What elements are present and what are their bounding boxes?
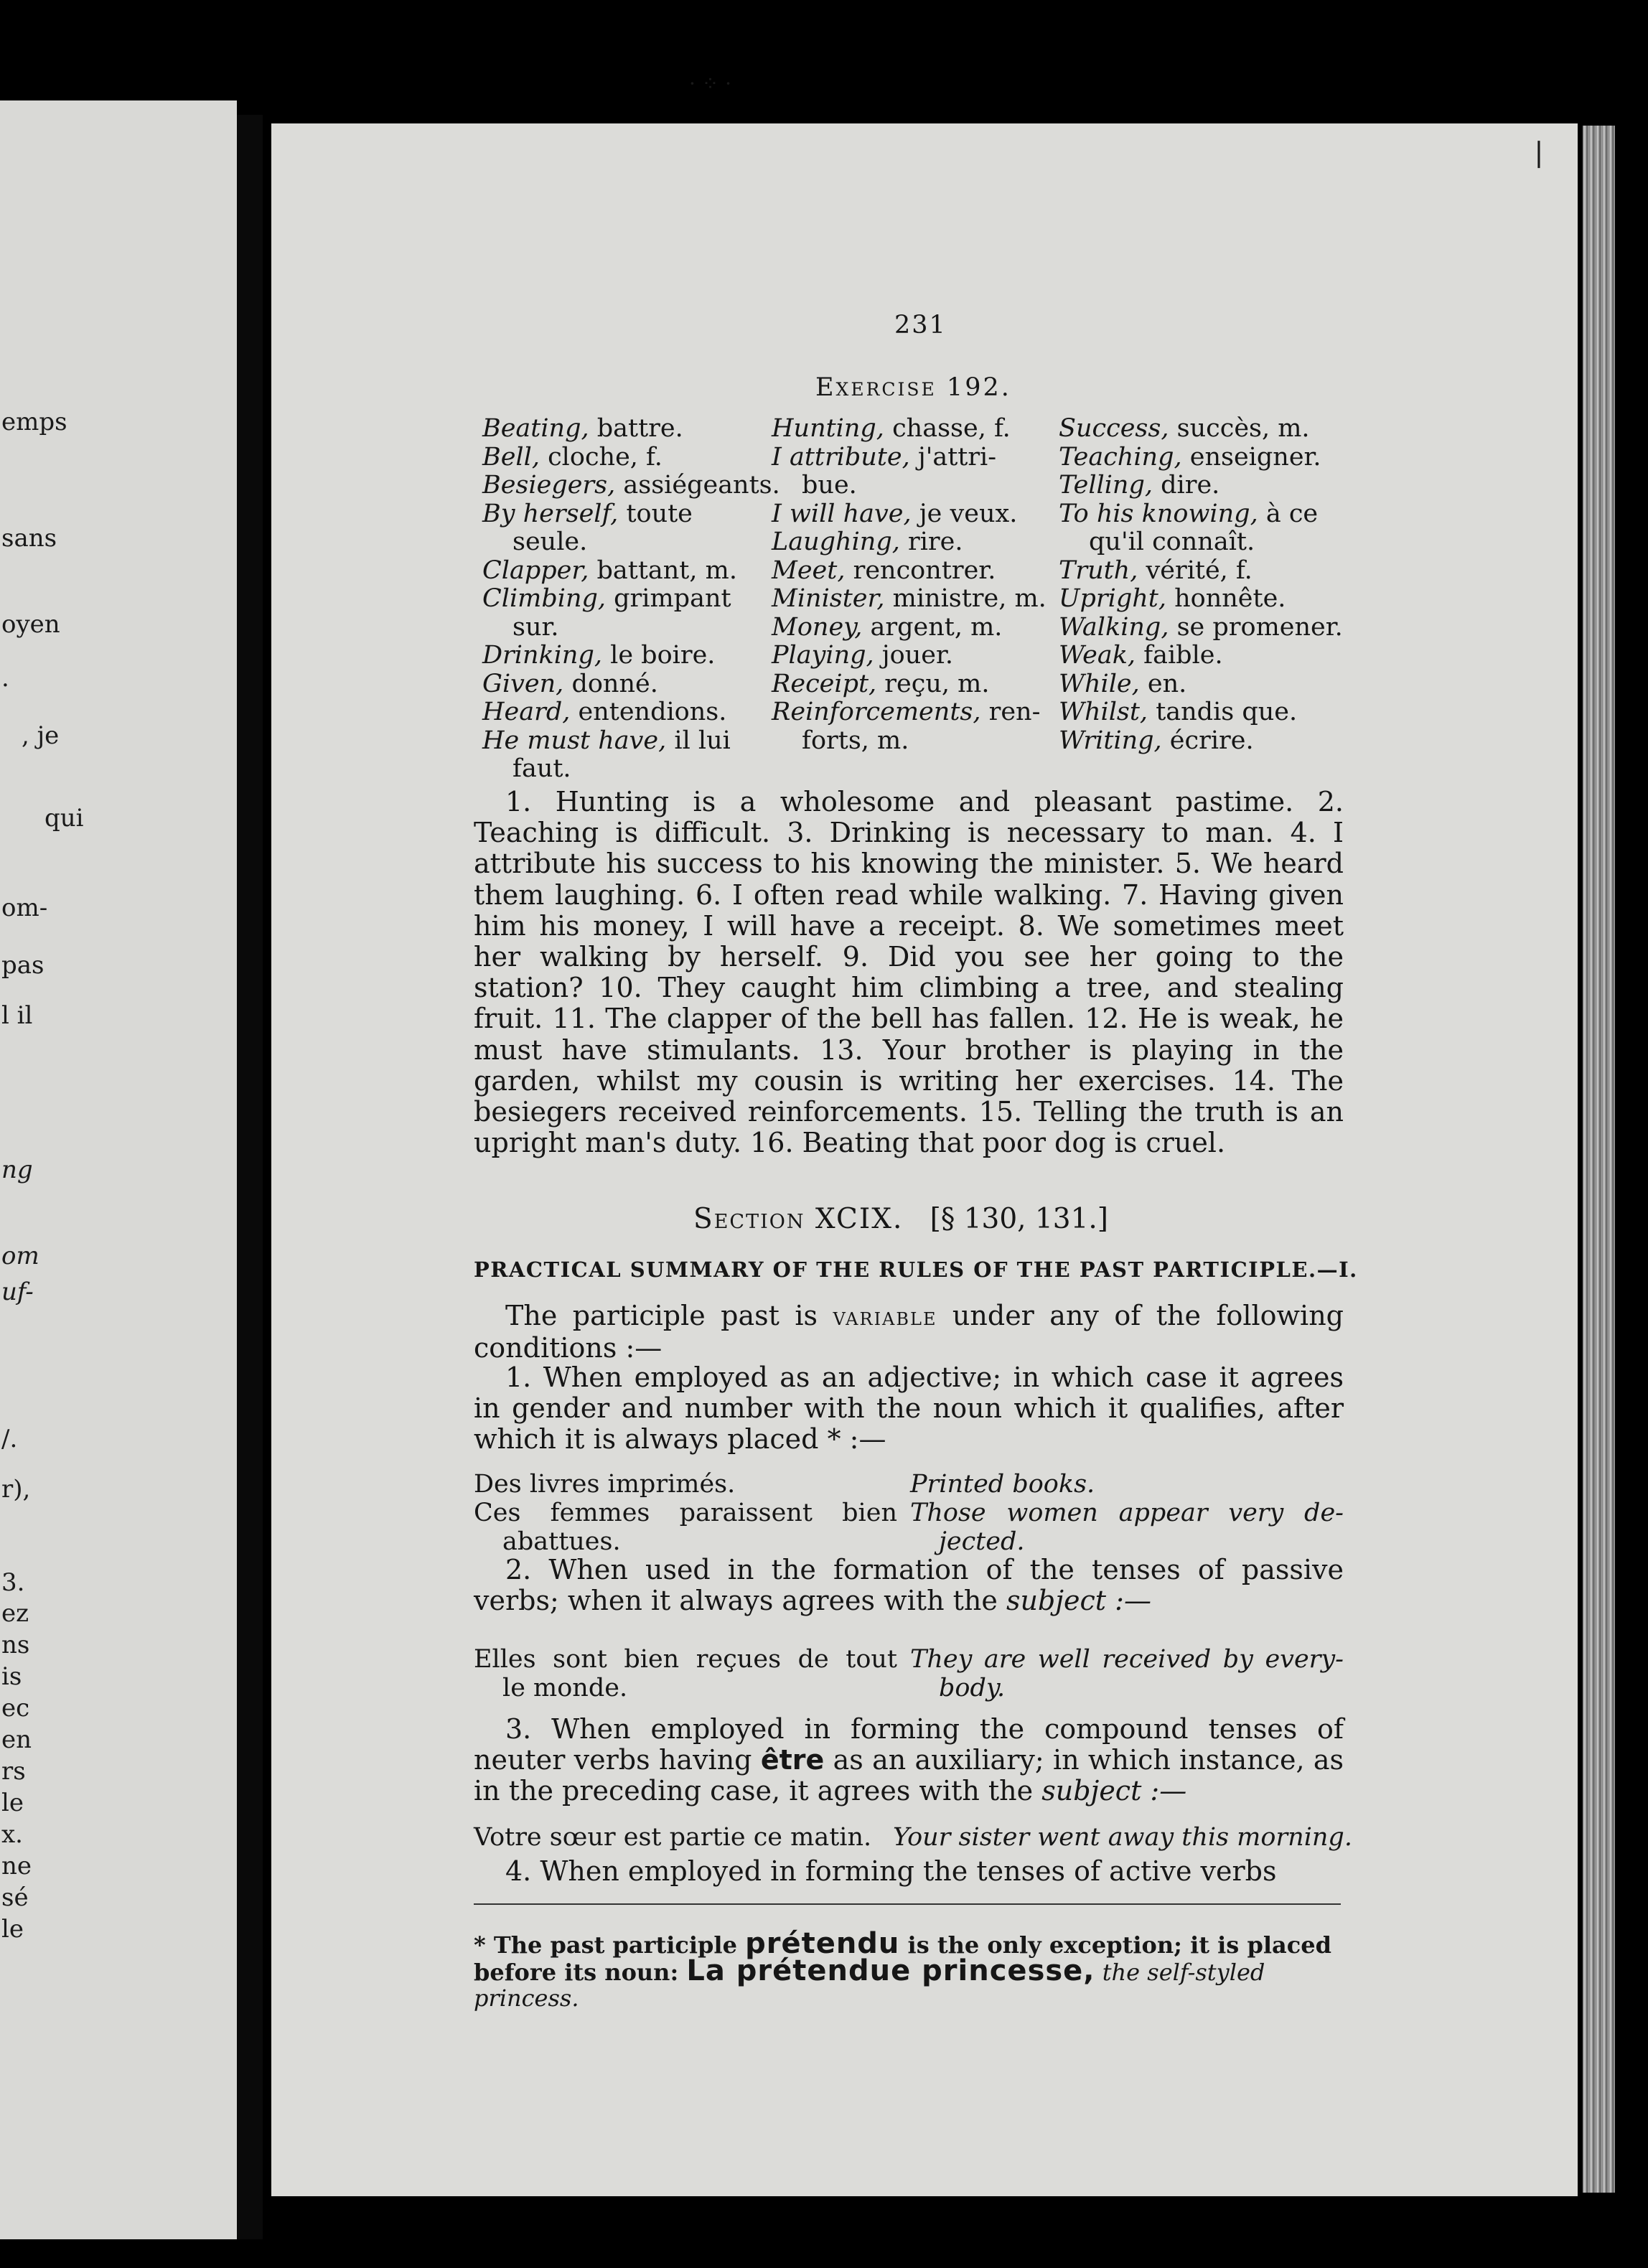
variable-word: variable [833, 1303, 937, 1331]
vocab-term: Clapper, [482, 556, 589, 585]
vocab-definition: ren- [980, 698, 1041, 726]
vocab-continuation: forts, m. [802, 726, 909, 755]
example-2-english-line1: They are well received by every- [910, 1645, 1344, 1674]
vocab-term: Hunting, [772, 414, 884, 443]
example-2-english-line2: body. [939, 1674, 1006, 1702]
vocab-entry [772, 557, 1059, 586]
section-ref: [§ 130, 131.] [930, 1203, 1109, 1235]
rule-3 [474, 1714, 1344, 1807]
left-page-text-fragment: r), [1, 1475, 31, 1504]
left-page-text-fragment: 3. [1, 1568, 25, 1597]
left-page-text-fragment: ec [1, 1694, 30, 1723]
footnote-phrase: La prétendue princesse, [686, 1954, 1095, 1987]
vocab-term: Climbing, [482, 584, 607, 613]
vocab-term: To his knowing, [1059, 499, 1258, 528]
vocab-term: He must have, [482, 726, 667, 755]
left-page-text-fragment: ns [1, 1631, 30, 1659]
vocab-term: Meet, [772, 556, 846, 585]
footnote-word: prétendu [745, 1927, 900, 1960]
left-page-text-fragment: ne [1, 1852, 32, 1880]
vocab-definition: jouer. [874, 641, 953, 670]
vocab-definition: battant, m. [589, 556, 737, 585]
left-page-text-fragment: is [1, 1662, 22, 1691]
vocab-term: Receipt, [772, 669, 877, 698]
vocab-column-3 [1059, 415, 1346, 755]
vocab-entry [1059, 557, 1346, 586]
vocab-entry [1059, 727, 1346, 756]
vocab-entry [1059, 698, 1346, 727]
example-2-french-line2: le monde. [502, 1674, 628, 1702]
vocab-term: By herself, [482, 499, 619, 528]
vocab-term: Besiegers, [482, 471, 616, 500]
vocab-entry [772, 642, 1059, 670]
example-3 [474, 1823, 1352, 1855]
vocab-definition: ministre, m. [884, 584, 1047, 613]
rule-2 [474, 1555, 1344, 1616]
vocab-entry [482, 727, 761, 756]
example-1-french-line2: Ces femmes paraissent bien [474, 1499, 897, 1527]
left-page-text-fragment: , je [22, 721, 60, 750]
vocab-term: Minister, [772, 584, 885, 613]
left-page-text-fragment: om [1, 1242, 39, 1270]
section-title [693, 1203, 1108, 1235]
intro-paragraph [474, 1301, 1344, 1364]
left-page-text-fragment: le [1, 1915, 24, 1944]
vocab-term: Writing, [1059, 726, 1162, 755]
vocab-entry [482, 415, 761, 444]
vocab-continuation: seule. [512, 528, 588, 556]
left-page-text-fragment: x. [1, 1820, 23, 1849]
vocab-entry [482, 444, 761, 472]
page-number: 231 [894, 311, 947, 339]
vocab-entry [482, 670, 761, 699]
summary-heading: PRACTICAL SUMMARY OF THE RULES OF THE PAST PARTICIPLE.—I. [474, 1257, 1358, 1282]
section-label: Section XCIX. [693, 1203, 904, 1235]
vocab-entry [1059, 670, 1346, 699]
footnote [474, 1927, 1344, 2012]
vocab-term: Given, [482, 669, 564, 698]
vocab-term: Bell, [482, 442, 540, 472]
left-page-text-fragment: . [1, 664, 9, 693]
vocab-definition: enseigner. [1181, 442, 1321, 472]
intro-text-a: The participle past is [505, 1300, 833, 1331]
vocab-definition: rire. [899, 528, 963, 556]
rule-1: 1. When employed as an adjective; in which case it agrees in gender and number with the noun which it qualifies, after which it is always placed * :— [474, 1362, 1344, 1455]
left-page-text-fragment: pas [1, 951, 45, 980]
rule-3-subject: subject :— [1041, 1775, 1187, 1807]
vocab-entry [1059, 614, 1346, 642]
vocab-definition: tandis que. [1148, 698, 1298, 726]
example-1-french-line3: abattues. [502, 1527, 621, 1556]
vocab-continuation: faut. [512, 754, 571, 783]
left-page-text-fragment: uf- [1, 1278, 34, 1306]
vocab-definition: donné. [563, 669, 658, 698]
vocab-entry [482, 698, 761, 727]
vocab-term: Money, [772, 612, 863, 642]
left-page-edge [0, 100, 237, 2239]
intro-text-b: under any of the following conditions :— [474, 1300, 1344, 1364]
vocab-definition: assiégeants. [615, 471, 780, 500]
vocab-entry [772, 698, 1059, 727]
footnote-text-a: * The past participle [474, 1931, 746, 1959]
vocab-definition: le boire. [602, 641, 716, 670]
vocab-definition: en. [1139, 669, 1187, 698]
vocab-column-1 [482, 414, 780, 784]
footnote-text-b: is the only exception; it is placed before its noun: [474, 1931, 1331, 1986]
vocab-definition: battre. [589, 414, 683, 443]
left-page-text-fragment: ez [1, 1599, 29, 1628]
vocab-definition: rencontrer. [845, 556, 996, 585]
vocab-entry [772, 415, 1059, 444]
vocab-term: Upright, [1059, 584, 1166, 613]
vocab-entry [1059, 642, 1346, 670]
vocab-entry [1059, 472, 1346, 500]
left-page-text-fragment: ng [1, 1156, 33, 1184]
exercise-title: Exercise 192. [815, 373, 1011, 402]
page-edges [1583, 126, 1615, 2193]
vocab-definition: écrire. [1161, 726, 1254, 755]
vocab-definition: cloche, f. [539, 442, 663, 472]
left-page-text-fragment: sé [1, 1883, 29, 1912]
vocab-definition: grimpant [606, 584, 731, 613]
example-1-french-line1: Des livres imprimés. [474, 1470, 736, 1499]
vocab-definition: j'attri- [909, 442, 997, 472]
left-page-text-fragment: oyen [1, 610, 60, 639]
vocab-entry [1059, 415, 1346, 444]
rule-4: 4. When employed in forming the tenses of active verbs [505, 1855, 1277, 1887]
vocab-definition: il lui [666, 726, 731, 755]
left-page-text-fragment: l il [1, 1001, 33, 1030]
vocab-definition: toute [618, 499, 693, 528]
vocab-entry [772, 500, 1059, 529]
example-2-french-line1: Elles sont bien reçues de tout [474, 1645, 897, 1674]
vocab-term: Weak, [1059, 641, 1136, 670]
vocab-entry [482, 471, 780, 500]
vocab-definition: honnête. [1166, 584, 1286, 613]
vocab-definition: succès, m. [1169, 414, 1310, 443]
example-1-french [474, 1470, 897, 1556]
left-page-text-fragment: om- [1, 894, 48, 922]
vocab-term: Playing, [772, 641, 874, 670]
vocab-entry [482, 585, 761, 614]
vocab-entry [772, 614, 1059, 642]
rule-2-text: 2. When used in the formation of the tenses of passive verbs; when it always agrees with the [474, 1554, 1344, 1616]
example-2-english [910, 1645, 1344, 1702]
vocab-continuation: qu'il connaît. [1089, 528, 1255, 556]
example-2 [474, 1645, 1344, 1705]
vocab-term: Whilst, [1059, 698, 1148, 726]
vocab-term: Reinforcements, [772, 698, 981, 726]
vocab-term: Telling, [1059, 471, 1153, 500]
vocab-term: I will have, [772, 499, 912, 528]
footnote-translation: the self-styled princess. [474, 1959, 1265, 2012]
vocab-entry [1059, 585, 1346, 614]
vocab-entry [482, 500, 761, 529]
example-3-line [474, 1823, 1352, 1852]
exercise-sentences: 1. Hunting is a wholesome and pleasant pastime. 2. Teaching is difficult. 3. Drinking is necessary to man. 4. I attribute his success to his knowing the minister. 5. We heard them laughing. 6. I often read while walking. 7. Having given him his money, I will have a receipt. 8. We sometimes meet her walking by herself. 9. Did you see her going to the station? 10. They caught him climbing a tree, and stealing fruit. 11. The clapper of the bell has fallen. 12. He is weak, he must have stimulants. 13. Your brother is playing in the garden, whilst my cousin is writing her exercises. 14. The besiegers received reinforcements. 15. Telling the truth is an upright man's duty. 16. Beating that poor dog is cruel. [474, 786, 1344, 1159]
scan-mark: ❘ [1527, 136, 1550, 168]
example-3-french: Votre sœur est partie ce matin. [474, 1823, 872, 1852]
vocab-continuation: sur. [512, 612, 559, 642]
left-page-text-fragment: /. [1, 1425, 18, 1453]
example-1-english [910, 1470, 1344, 1556]
example-2-french [474, 1645, 897, 1702]
vocab-definition: faible. [1136, 641, 1223, 670]
vocab-continuation: bue. [802, 471, 857, 500]
vocab-entry [772, 585, 1059, 614]
left-page-text-fragment: qui [45, 804, 84, 833]
vocab-definition: entendions. [570, 698, 727, 726]
left-page-text-fragment: emps [1, 408, 67, 436]
vocab-term: Teaching, [1059, 442, 1182, 472]
vocab-definition: je veux. [911, 499, 1018, 528]
rule-3-text-a: 3. When employed in forming the compound tenses of neuter verbs having [474, 1713, 1344, 1776]
vocab-definition: argent, m. [862, 612, 1003, 642]
vocab-term: Laughing, [772, 528, 900, 556]
example-1-english-line3: jected. [939, 1527, 1025, 1556]
vocab-term: Beating, [482, 414, 589, 443]
vocab-entry [482, 642, 761, 670]
vocab-term: Drinking, [482, 641, 603, 670]
vocab-definition: se promener. [1169, 612, 1343, 642]
rule-3-text-b: as an auxiliary; in which instance, as in the preceding case, it agrees with the [474, 1744, 1344, 1807]
vocab-entry [772, 444, 1059, 472]
vocab-entry [772, 528, 1059, 557]
vocab-definition: dire. [1153, 471, 1220, 500]
example-1-english-line2: Those women appear very de- [910, 1499, 1344, 1527]
vocab-term: I attribute, [772, 442, 910, 472]
vocab-entry [772, 670, 1059, 699]
vocab-entry [482, 557, 761, 586]
vocab-definition: chasse, f. [884, 414, 1011, 443]
vocab-column-2 [772, 415, 1059, 755]
vocab-definition: vérité, f. [1138, 556, 1253, 585]
vocab-term: Heard, [482, 698, 571, 726]
rule-3-etre: être [760, 1744, 825, 1776]
scan-specks: · ⁘ · [689, 72, 732, 95]
rule-2-subject: subject :— [1006, 1585, 1151, 1616]
left-page-text-fragment: le [1, 1789, 24, 1817]
example-3-english: Your sister went away this morning. [893, 1823, 1352, 1852]
left-page-text-fragment: sans [1, 524, 57, 553]
left-page-text-fragment: rs [1, 1757, 26, 1786]
book-gutter [237, 115, 263, 2239]
example-1-english-line1: Printed books. [910, 1470, 1095, 1499]
vocab-term: While, [1059, 669, 1140, 698]
vocab-term: Truth, [1059, 556, 1138, 585]
left-page-text-fragment: en [1, 1725, 32, 1754]
example-1 [474, 1470, 1344, 1556]
vocab-entry [1059, 500, 1346, 529]
vocab-entry [1059, 444, 1346, 472]
vocab-term: Success, [1059, 414, 1169, 443]
footnote-rule [474, 1903, 1341, 1905]
vocab-definition: reçu, m. [876, 669, 990, 698]
vocab-definition: à ce [1258, 499, 1319, 528]
vocab-term: Walking, [1059, 612, 1169, 642]
